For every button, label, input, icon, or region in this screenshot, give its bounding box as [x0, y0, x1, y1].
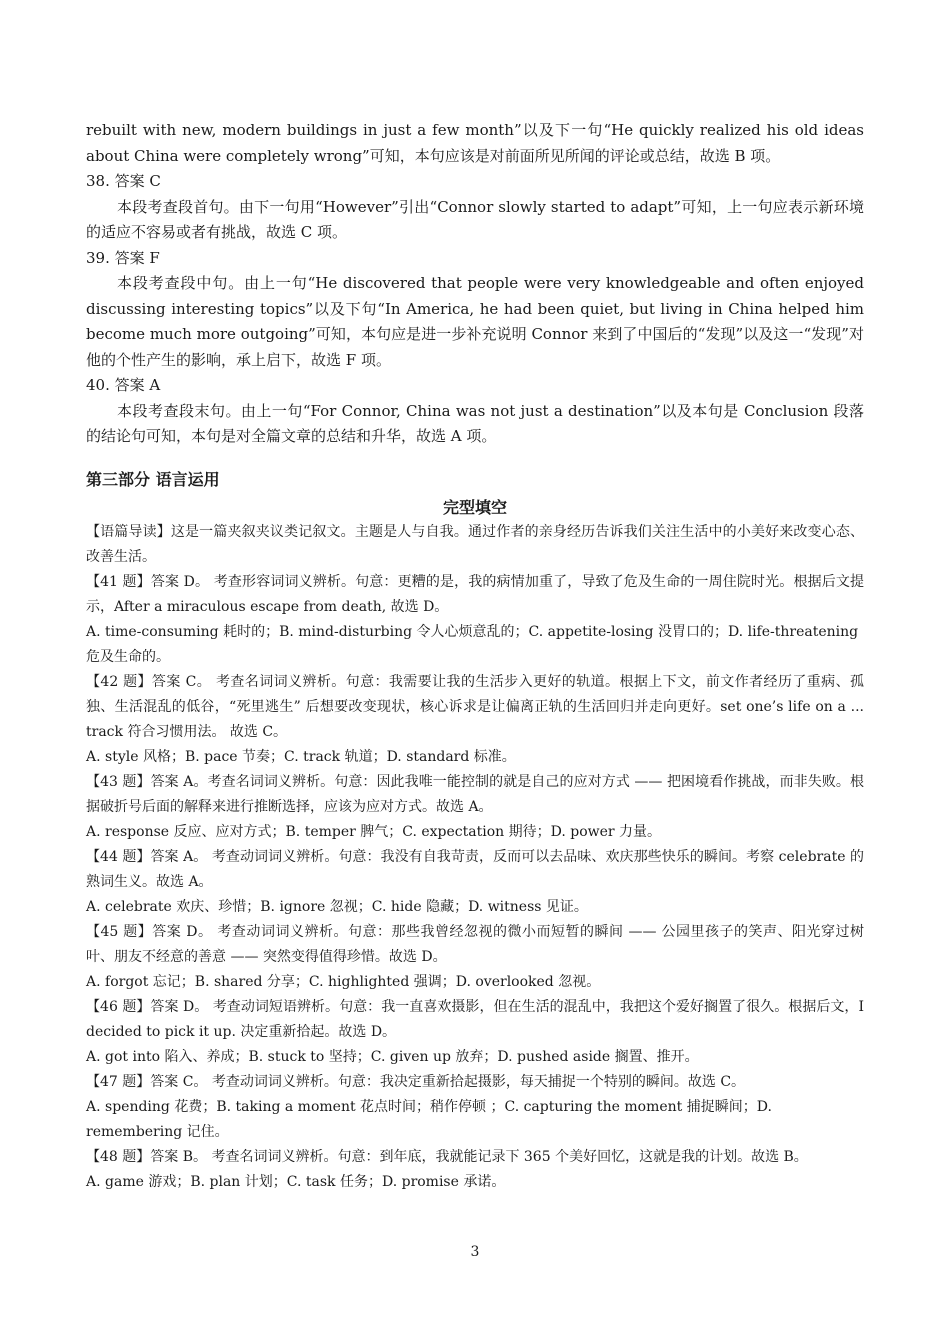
- question-43: 【43 题】答案 A。考查名词词义辨析。句意：因此我唯一能控制的就是自己的应对方式 —— 把困境看作挑战，而非失败。根据破折号后面的解释来进行推断选择，应该为应对方式。故选 A。: [86, 773, 864, 815]
- question-48: 【48 题】答案 B。 考查名词词义辨析。句意：到年底，我就能记录下 365 个美好回忆，这就是我的计划。故选 B。: [86, 1148, 808, 1165]
- answer-38-explanation: 本段考查段首句。由下一句用“However”引出“Connor slowly started to adapt”可知，上一句应表示新环境的适应不容易或者有挑战，故选 C 项。: [86, 197, 864, 241]
- question-46: 【46 题】答案 D。 考查动词短语辨析。句意：我一直喜欢摄影，但在生活的混乱中，我把这个爱好搁置了很久。根据后文，I decided to pick it up. 决定重新拾起。故选 D。: [86, 998, 864, 1040]
- page-content: [86, 118, 864, 1195]
- page-number: 3: [470, 1244, 480, 1260]
- answer-39-explanation: 本段考查段中句。由上一句“He discovered that people were very knowledgeable and often enjoyed discussing interesting topics”以及下句“In America, he had been quiet, but living in China helped him become much more outgoing”可知，本句应是进一步补充说明 Connor 来到了中国后的“发现”以及这一“发现”对他的个性产生的影响，承上启下，故选 F 项。: [86, 274, 864, 369]
- section-subtitle: 完型填空: [442, 497, 507, 517]
- answer-40-explanation: 本段考查段末句。由上一句“For Connor, China was not just a destination”以及本句是 Conclusion 段落的结论句可知，本句是对全篇文章的总结和升华，故选 A 项。: [86, 401, 864, 445]
- passage-intro: 【语篇导读】这是一篇夹叙夹议类记叙文。主题是人与自我。通过作者的亲身经历告诉我们关注生活中的小美好来改变心态、改善生活。: [86, 523, 864, 565]
- question-44: 【44 题】答案 A。 考查动词词义辨析。句意：我没有自我苛责，反而可以去品味、欢庆那些快乐的瞬间。考察 celebrate 的熟词生义。故选 A。: [86, 848, 864, 890]
- options-46: A. got into 陷入、养成；B. stuck to 坚持；C. given up 放弃；D. pushed aside 搁置、推开。: [86, 1048, 699, 1065]
- question-41: 【41 题】答案 D。 考查形容词词义辨析。句意：更糟的是，我的病情加重了，导致了危及生命的一周住院时光。根据后文提示，After a miraculous escape from death, 故选 D。: [86, 573, 864, 615]
- options-47: A. spending 花费；B. taking a moment 花点时间；稍作停顿 ；C. capturing the moment 捕捉瞬间；D. remembering 记住。: [86, 1098, 772, 1140]
- answer-40-heading: 40. 答案 A: [86, 376, 161, 394]
- question-45: 【45 题】答案 D。 考查动词词义辨析。句意：那些我曾经忽视的微小而短暂的瞬间 —— 公园里孩子的笑声、阳光穿过树叶、朋友不经意的善意 —— 突然变得值得珍惜。故选 D。: [86, 923, 864, 965]
- options-44: A. celebrate 欢庆、珍惜；B. ignore 忽视；C. hide 隐藏；D. witness 见证。: [86, 898, 588, 915]
- answer-39-heading: 39. 答案 F: [86, 248, 160, 267]
- options-48: A. game 游戏；B. plan 计划；C. task 任务；D. promise 承诺。: [86, 1173, 506, 1190]
- section-title: 第三部分 语言运用: [86, 469, 220, 489]
- options-45: A. forgot 忘记；B. shared 分享；C. highlighted 强调；D. overlooked 忽视。: [86, 973, 601, 990]
- answer-38-heading: 38. 答案 C: [86, 172, 161, 190]
- question-47: 【47 题】答案 C。 考查动词词义辨析。句意：我决定重新拾起摄影，每天捕捉一个特别的瞬间。故选 C。: [86, 1073, 746, 1090]
- answer-37-explanation-continued: rebuilt with new, modern buildings in just a few month”以及下一句“He quickly realized his old ideas about China were completely wrong”可知，本句应该是对前面所见所闻的评论或总结，故选 B 项。: [86, 121, 864, 165]
- options-41: A. time-consuming 耗时的；B. mind-disturbing 令人心烦意乱的；C. appetite-losing 没胃口的；D. life-threatening 危及生命的。: [86, 623, 859, 665]
- question-42: 【42 题】答案 C。 考查名词词义辨析。句意：我需要让我的生活步入更好的轨道。根据上下文，前文作者经历了重病、孤独、生活混乱的低谷，“死里逃生” 后想要改变现状，核心诉求是让偏离正轨的生活回归并走向更好。set one’s life on a ... track 符合习惯用法。 故选 C。: [86, 673, 864, 740]
- options-43: A. response 反应、应对方式；B. temper 脾气；C. expectation 期待；D. power 力量。: [86, 823, 662, 840]
- options-42: A. style 风格；B. pace 节奏；C. track 轨道；D. standard 标准。: [86, 748, 516, 765]
